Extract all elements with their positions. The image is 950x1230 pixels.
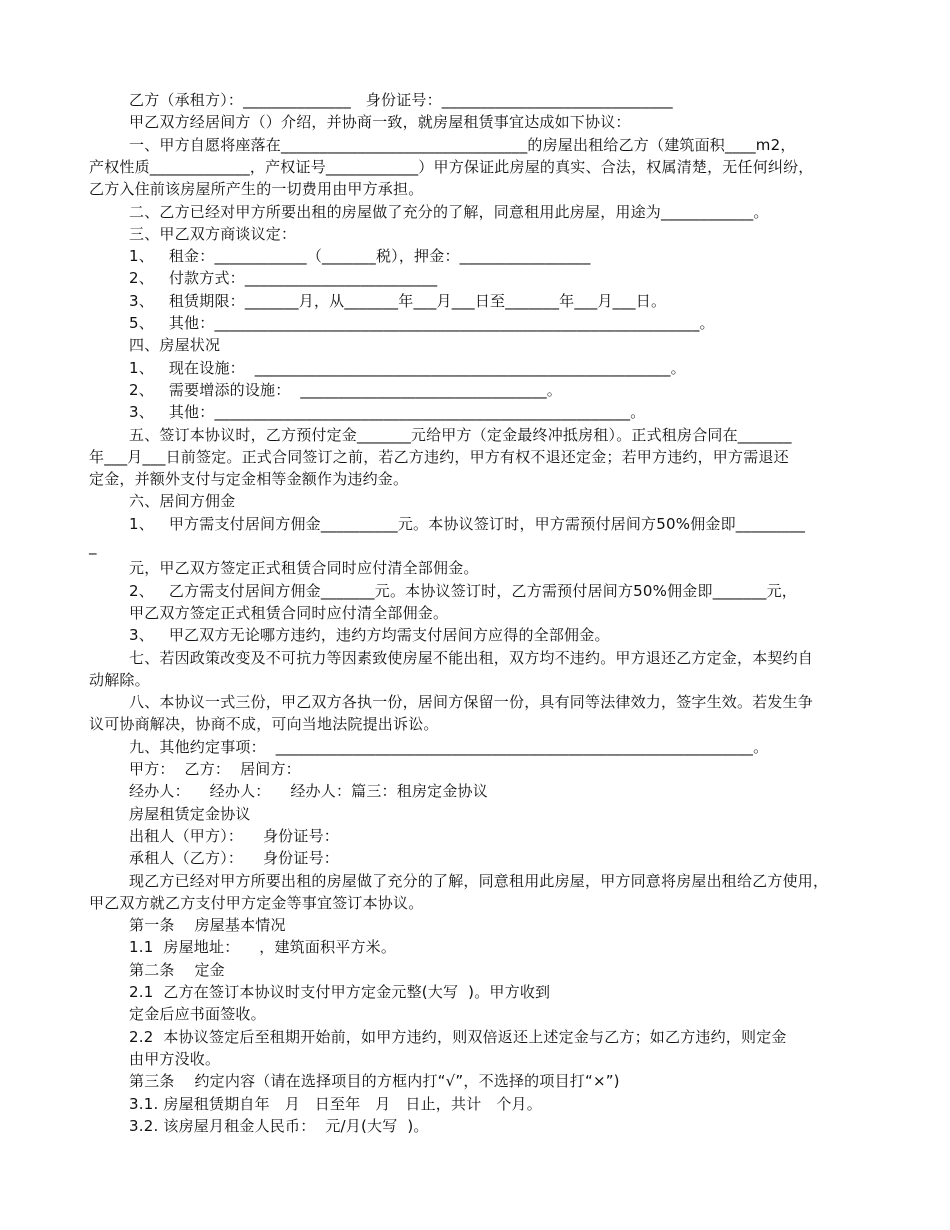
text-line: 由甲方没收。 bbox=[129, 1049, 221, 1068]
text-line: 八、本协议一式三份，甲乙双方各执一份，居间方保留一份，具有同等法律效力，签字生效。若发生争 bbox=[129, 693, 814, 712]
text-line: 2.2 本协议签定后至租期开始前，如甲方违约，则双倍返还上述定金与乙方；如乙方违约，则定金 bbox=[129, 1027, 787, 1046]
text-line: 现乙方已经对甲方所要出租的房屋做了充分的了解，同意租用此房屋，甲方同意将房屋出租给乙方使用， bbox=[129, 871, 829, 890]
text-line: 5、 其他：_______________________________________________________________。 bbox=[129, 314, 715, 332]
text-line: 定金后应书面签收。 bbox=[129, 1005, 266, 1024]
text-line: 二、乙方已经对甲方所要出租的房屋做了充分的了解，同意租用此房屋，用途为____________。 bbox=[129, 202, 769, 221]
text-line: 1.1 房屋地址： ，建筑面积平方米。 bbox=[129, 938, 397, 957]
text-line: 动解除。 bbox=[89, 670, 150, 689]
text-line: 2.1 乙方在签订本协议时支付甲方定金元整(大写 )。甲方收到 bbox=[129, 983, 551, 1001]
text-line: 第三条 约定内容（请在选择项目的方框内打“√”，不选择的项目打“×”) bbox=[129, 1072, 620, 1091]
text-line: 3、 甲乙双方无论哪方违约，违约方均需支付居间方应得的全部佣金。 bbox=[129, 626, 610, 645]
text-line: 经办人： 经办人： 经办人：篇三：租房定金协议 bbox=[129, 782, 488, 801]
text-line: 甲乙双方签定正式租赁合同时应付清全部佣金。 bbox=[129, 603, 449, 622]
text-line: 年___月___日前签定。正式合同签订之前，若乙方违约，甲方有权不退还定金；若甲方违约，甲方需退还 bbox=[89, 447, 789, 466]
text-line: 3.1. 房屋租赁期自年 月 日至年 月 日止，共计 个月。 bbox=[129, 1094, 542, 1113]
text-line: 1、 甲方需支付居间方佣金__________元。本协议签订时，甲方需预付居间方50%佣金即_________ bbox=[129, 514, 806, 533]
text-line: 乙方（承租方）：______________ 身份证号：______________________________ bbox=[129, 91, 673, 109]
text-line: 议可协商解决，协商不成，可向当地法院提出诉讼。 bbox=[89, 715, 439, 734]
text-line: 3、 租赁期限：_______月，从_______年___月___日至_______年___月___日。 bbox=[129, 291, 667, 310]
text-line: 3.2. 该房屋月租金人民币： 元/月(大写 )。 bbox=[129, 1116, 429, 1135]
text-line: 3、 其他：______________________________________________________。 bbox=[129, 403, 646, 422]
text-line: 出租人（甲方）： 身份证号： bbox=[129, 826, 339, 845]
text-line: 2、 付款方式：_________________________ bbox=[129, 269, 438, 288]
text-line: 产权性质_____________，产权证号____________）甲方保证此房屋的真实、合法，权属清楚，无任何纠纷， bbox=[89, 157, 814, 176]
text-line: 第一条 房屋基本情况 bbox=[129, 916, 286, 935]
text-line: 甲方： 乙方： 居间方： bbox=[129, 760, 301, 778]
text-line: 四、房屋状况 bbox=[129, 336, 221, 355]
text-line: 定金，并额外支付与定金相等金额作为违约金。 bbox=[89, 470, 409, 489]
text-line: 一、甲方自愿将座落在________________________________的房屋出租给乙方（建筑面积____m2， bbox=[129, 135, 796, 154]
text-line: 房屋租赁定金协议 bbox=[129, 804, 251, 823]
text-line: 承租人（乙方）： 身份证号： bbox=[129, 849, 339, 868]
text-line: 第二条 定金 bbox=[129, 960, 225, 979]
text-line: 三、甲乙双方商谈议定： bbox=[129, 224, 297, 243]
text-line: 七、若因政策改变及不可抗力等因素致使房屋不能出租，双方均不违约。甲方退还乙方定金，本契约自 bbox=[129, 648, 814, 667]
text-line: 六、居间方佣金 bbox=[129, 492, 236, 511]
text-line: 元，甲乙双方签定正式租赁合同时应付清全部佣金。 bbox=[129, 559, 479, 578]
text-line: 五、签订本协议时，乙方预付定金_______元给甲方（定金最终冲抵房租）。正式租房合同在_______ bbox=[129, 425, 792, 444]
text-line: 1、 现在设施： ______________________________________________________。 bbox=[129, 358, 686, 377]
text-line: 甲乙双方经居间方（）介绍，并协商一致，就房屋租赁事宜达成如下协议： bbox=[129, 113, 631, 132]
text-line: 2、 需要增添的设施： ________________________________。 bbox=[129, 380, 562, 399]
text-line: 1、 租金：____________（_______税），押金：_________________ bbox=[129, 247, 591, 266]
text-line: 九、其他约定事项： ______________________________________________________________。 bbox=[129, 737, 769, 756]
text-line: 甲乙双方就乙方支付甲方定金等事宜签订本协议。 bbox=[89, 893, 424, 912]
text-line: _ bbox=[89, 537, 97, 555]
text-line: 2、 乙方需支付居间方佣金_______元。本协议签订时，乙方需预付居间方50%佣金即_______元， bbox=[129, 581, 797, 600]
text-line: 乙方入住前该房屋所产生的一切费用由甲方承担。 bbox=[89, 180, 424, 199]
